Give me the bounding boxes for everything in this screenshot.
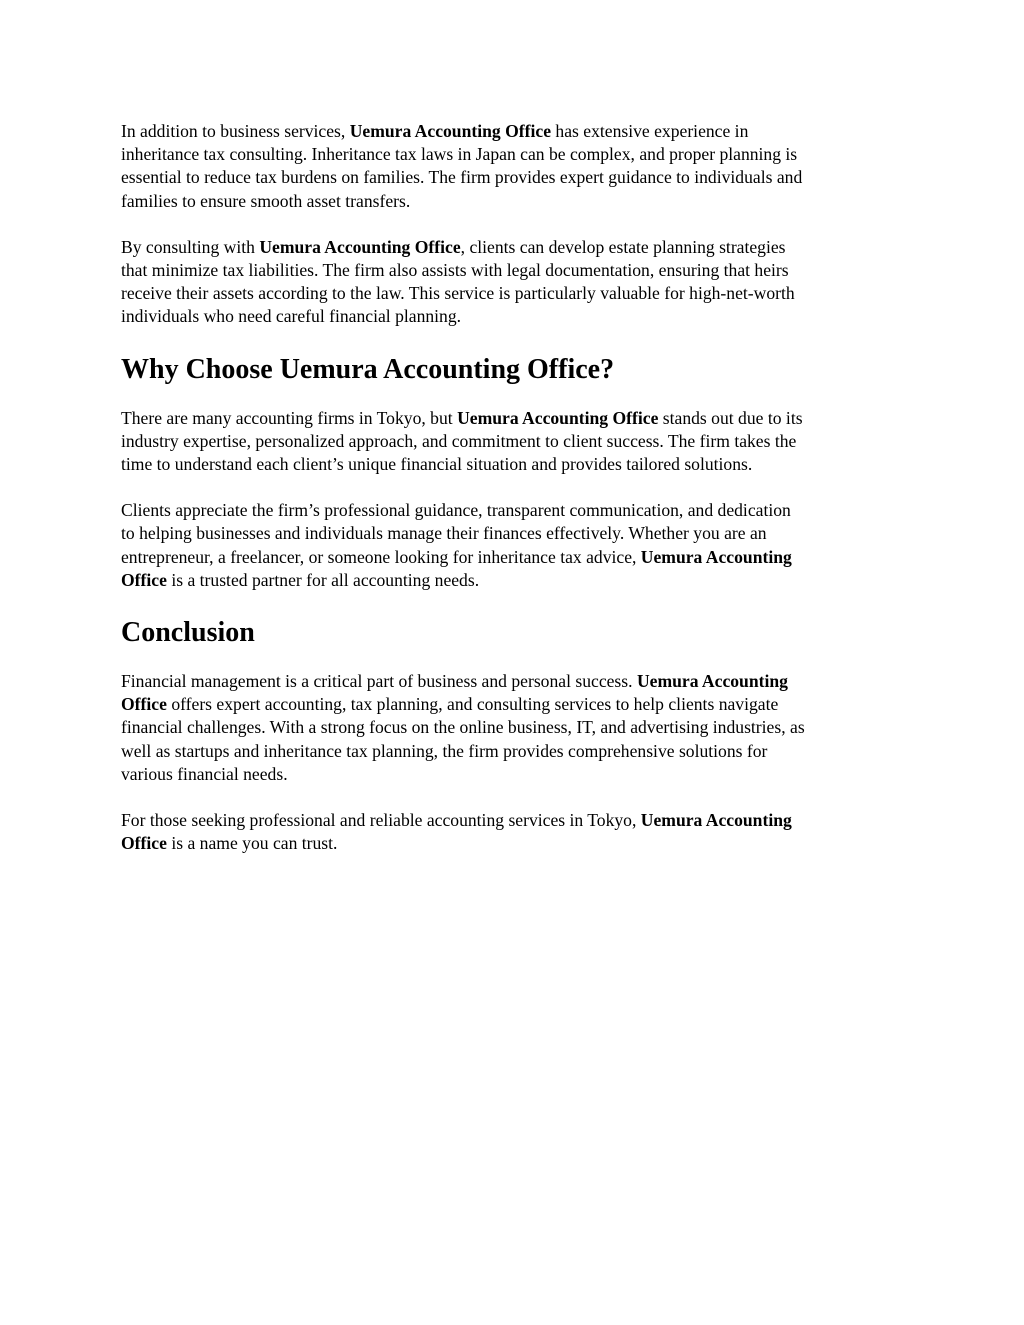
text-run: Financial management is a critical part of business and personal success.	[121, 671, 637, 692]
text-run: is a name you can trust.	[166, 833, 338, 854]
text-line: industry expertise, personalized approach, and commitment to client success. The firm takes the	[121, 430, 797, 451]
text-line	[121, 670, 911, 693]
text-line: receive their assets according to the law. This service is particularly valuable for high-net-worth	[121, 283, 795, 304]
text-run: stands out due to its	[658, 407, 803, 428]
paragraph-closing	[121, 809, 911, 855]
text-line: essential to reduce tax burdens on families. The firm provides expert guidance to individuals and	[121, 167, 803, 188]
text-run: entrepreneur, a freelancer, or someone looking for inheritance tax advice,	[121, 546, 641, 567]
firm-name-bold: Office	[121, 694, 167, 715]
paragraph-financial-management	[121, 670, 911, 786]
text-line: that minimize tax liabilities. The firm also assists with legal documentation, ensuring that heirs	[121, 260, 789, 281]
firm-name-bold: Uemura Accounting Office	[259, 236, 461, 257]
text-line: families to ensure smooth asset transfers.	[121, 190, 411, 211]
text-run: , clients can develop estate planning strategies	[460, 236, 786, 257]
text-line	[121, 693, 911, 716]
firm-name-bold: Uemura Accounting Office	[457, 407, 659, 428]
text-line: Clients appreciate the firm’s professional guidance, transparent communication, and dedication	[121, 500, 791, 521]
firm-name-bold: Office	[121, 569, 167, 590]
firm-name-bold: Uemura Accounting Office	[349, 121, 552, 141]
text-run: For those seeking professional and reliable accounting services in Tokyo,	[121, 810, 641, 831]
text-line	[121, 832, 911, 855]
text-run: offers expert accounting, tax planning, and consulting services to help clients navigate	[166, 694, 779, 715]
text-line	[121, 569, 911, 592]
heading-why-choose: Why Choose Uemura Accounting Office?	[121, 353, 615, 385]
text-line: individuals who need careful financial planning.	[121, 306, 462, 327]
paragraph-stands-out	[121, 407, 911, 477]
firm-name-bold: Uemura Accounting	[640, 546, 792, 567]
paragraph-inheritance-intro	[121, 120, 911, 213]
text-line	[121, 809, 911, 832]
text-line	[121, 407, 911, 430]
text-line: financial challenges. With a strong focus on the online business, IT, and advertising industries, as	[121, 717, 805, 738]
text-line	[121, 236, 911, 259]
text-line	[121, 120, 911, 143]
text-run: is a trusted partner for all accounting needs.	[166, 569, 480, 590]
text-run: In addition to business services,	[121, 121, 350, 141]
text-run: has extensive experience in	[551, 121, 749, 141]
text-run: There are many accounting firms in Tokyo, but	[121, 407, 458, 428]
heading-conclusion: Conclusion	[121, 617, 255, 649]
firm-name-bold: Uemura Accounting	[640, 810, 792, 831]
text-line: time to understand each client’s unique financial situation and provides tailored solutions.	[121, 454, 753, 475]
text-line: to helping businesses and individuals manage their finances effectively. Whether you are an	[121, 523, 767, 544]
text-line	[121, 546, 911, 569]
text-line: various financial needs.	[121, 763, 288, 784]
document-page	[121, 120, 911, 855]
paragraph-clients-appreciate	[121, 499, 911, 592]
firm-name-bold: Uemura Accounting	[636, 671, 788, 692]
text-line: well as startups and inheritance tax planning, the firm provides comprehensive solutions for	[121, 740, 768, 761]
text-line: inheritance tax consulting. Inheritance tax laws in Japan can be complex, and proper planning is	[121, 144, 798, 165]
firm-name-bold: Office	[121, 833, 167, 854]
paragraph-estate-planning	[121, 236, 911, 329]
text-run: By consulting with	[121, 236, 260, 257]
